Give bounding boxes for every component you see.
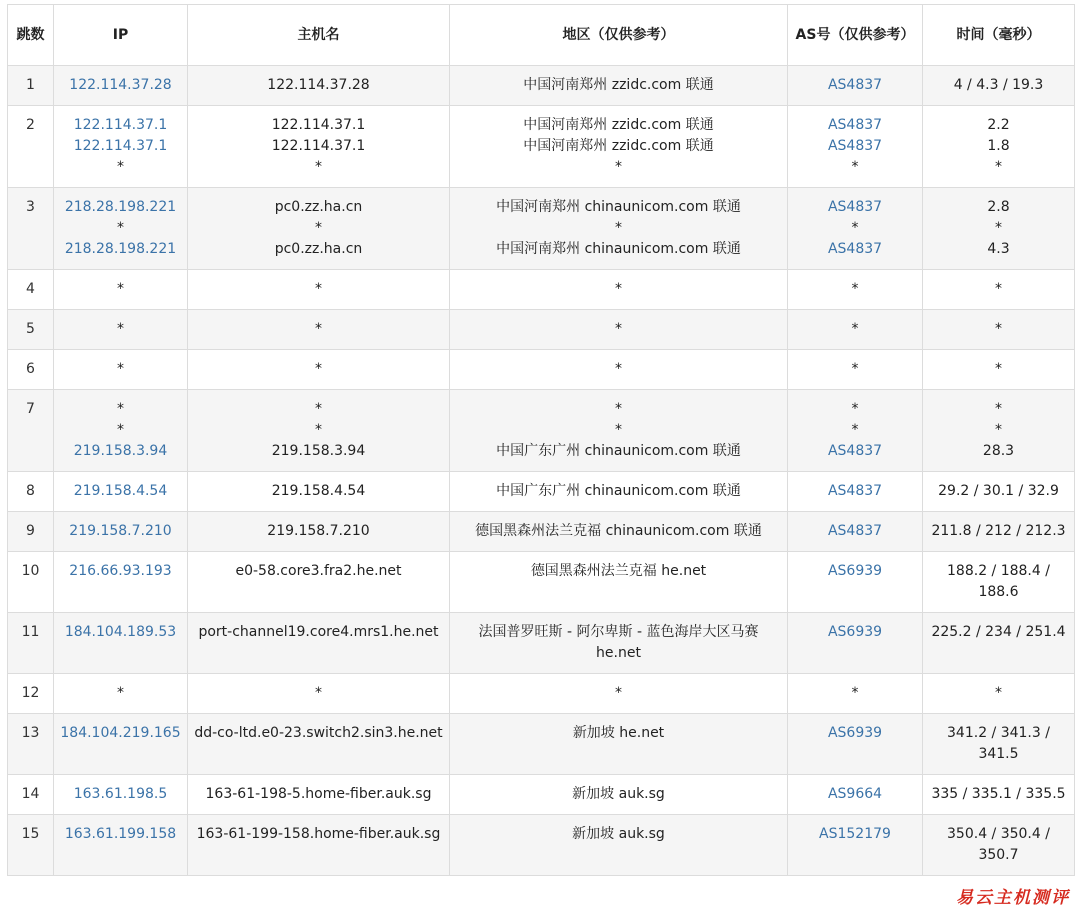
table-row xyxy=(8,390,1075,472)
region-text: 新加坡 auk.sg xyxy=(572,826,665,842)
host-text: * xyxy=(315,401,322,417)
hop-number: 13 xyxy=(8,714,54,775)
host-text: 219.158.3.94 xyxy=(271,443,366,459)
time-cell xyxy=(923,512,1075,552)
ip-cell xyxy=(54,714,188,775)
time-cell xyxy=(923,674,1075,714)
ip-link[interactable]: 218.28.198.221 xyxy=(64,241,177,257)
region-cell xyxy=(450,390,788,472)
table-row xyxy=(8,350,1075,390)
as-link[interactable]: AS9664 xyxy=(827,786,883,802)
time-text: * xyxy=(995,281,1002,297)
region-cell xyxy=(450,66,788,106)
header-host: 主机名 xyxy=(188,5,450,66)
time-text: 335 / 335.1 / 335.5 xyxy=(931,786,1066,802)
ip-text: * xyxy=(117,685,124,701)
time-text: * xyxy=(995,321,1002,337)
hop-number: 15 xyxy=(8,815,54,876)
host-cell xyxy=(188,66,450,106)
as-link[interactable]: AS4837 xyxy=(827,138,883,154)
time-text: 4.3 xyxy=(987,241,1010,257)
region-text: 新加坡 he.net xyxy=(572,725,665,741)
region-text: * xyxy=(615,685,622,701)
as-cell xyxy=(788,552,923,613)
ip-link[interactable]: 122.114.37.1 xyxy=(73,138,168,154)
as-link[interactable]: AS4837 xyxy=(827,199,883,215)
time-text: 211.8 / 212 / 212.3 xyxy=(931,523,1066,539)
host-cell xyxy=(188,472,450,512)
ip-link[interactable]: 219.158.4.54 xyxy=(73,483,168,499)
region-text: * xyxy=(615,361,622,377)
table-row xyxy=(8,552,1075,613)
host-text: port-channel19.core4.mrs1.he.net xyxy=(198,624,439,640)
time-cell xyxy=(923,310,1075,350)
time-text: 188.2 / 188.4 / 188.6 xyxy=(947,563,1050,600)
as-text: * xyxy=(851,422,859,438)
host-text: 163-61-199-158.home-fiber.auk.sg xyxy=(196,826,441,842)
region-text: 新加坡 auk.sg xyxy=(572,786,665,802)
table-row xyxy=(8,106,1075,188)
host-text: * xyxy=(315,281,322,297)
ip-text: * xyxy=(117,401,124,417)
as-cell xyxy=(788,390,923,472)
region-cell xyxy=(450,472,788,512)
header-time: 时间（毫秒） xyxy=(923,5,1075,66)
hop-number: 6 xyxy=(8,350,54,390)
as-link[interactable]: AS6939 xyxy=(827,563,883,579)
ip-link[interactable]: 216.66.93.193 xyxy=(69,563,172,579)
ip-cell xyxy=(54,512,188,552)
host-cell xyxy=(188,714,450,775)
as-cell xyxy=(788,188,923,270)
region-cell xyxy=(450,714,788,775)
table-row xyxy=(8,512,1075,552)
host-text: 163-61-198-5.home-fiber.auk.sg xyxy=(205,786,432,802)
as-text: * xyxy=(851,685,859,701)
host-cell xyxy=(188,350,450,390)
as-link[interactable]: AS152179 xyxy=(819,826,891,842)
region-cell xyxy=(450,350,788,390)
ip-text: * xyxy=(117,281,124,297)
region-text: 德国黑森州法兰克福 he.net xyxy=(530,563,707,579)
time-cell xyxy=(923,714,1075,775)
as-link[interactable]: AS4837 xyxy=(827,117,883,133)
as-text: * xyxy=(851,159,859,175)
as-cell xyxy=(788,270,923,310)
as-link[interactable]: AS4837 xyxy=(827,483,883,499)
region-cell xyxy=(450,310,788,350)
host-text: pc0.zz.ha.cn xyxy=(274,241,363,257)
ip-cell xyxy=(54,390,188,472)
host-text: e0-58.core3.fra2.he.net xyxy=(235,563,402,579)
time-text: 341.2 / 341.3 / 341.5 xyxy=(947,725,1050,762)
time-cell xyxy=(923,390,1075,472)
time-text: 225.2 / 234 / 251.4 xyxy=(931,624,1066,640)
time-text: * xyxy=(995,220,1002,236)
ip-cell xyxy=(54,270,188,310)
hop-number: 14 xyxy=(8,775,54,815)
table-row xyxy=(8,66,1075,106)
host-cell xyxy=(188,106,450,188)
host-cell xyxy=(188,512,450,552)
table-row xyxy=(8,472,1075,512)
region-text: 中国广东广州 chinaunicom.com 联通 xyxy=(496,483,741,499)
ip-link[interactable]: 219.158.3.94 xyxy=(73,443,168,459)
region-text: * xyxy=(615,281,622,297)
region-cell xyxy=(450,512,788,552)
ip-link[interactable]: 122.114.37.1 xyxy=(73,117,168,133)
header-as: AS号（仅供参考） xyxy=(788,5,923,66)
ip-text: * xyxy=(117,321,124,337)
table-row xyxy=(8,613,1075,674)
ip-link[interactable]: 218.28.198.221 xyxy=(64,199,177,215)
ip-cell xyxy=(54,613,188,674)
host-cell xyxy=(188,390,450,472)
region-text: 中国河南郑州 zzidc.com 联通 xyxy=(523,117,714,133)
region-text: * xyxy=(615,159,622,175)
time-text: 2.2 xyxy=(987,117,1010,133)
hop-number: 5 xyxy=(8,310,54,350)
time-text: * xyxy=(995,159,1002,175)
hop-number: 2 xyxy=(8,106,54,188)
time-text: 28.3 xyxy=(982,443,1015,459)
as-text: * xyxy=(851,401,859,417)
hop-number: 8 xyxy=(8,472,54,512)
as-link[interactable]: AS6939 xyxy=(827,624,883,640)
region-cell xyxy=(450,815,788,876)
ip-cell xyxy=(54,106,188,188)
time-text: 1.8 xyxy=(987,138,1010,154)
time-cell xyxy=(923,552,1075,613)
hop-number: 9 xyxy=(8,512,54,552)
host-text: dd-co-ltd.e0-23.switch2.sin3.he.net xyxy=(194,725,443,741)
hop-number: 3 xyxy=(8,188,54,270)
as-link[interactable]: AS4837 xyxy=(827,77,883,93)
watermark: 易云主机测评 xyxy=(956,888,1070,908)
table-header-row xyxy=(8,5,1075,66)
ip-text: * xyxy=(117,159,124,175)
ip-link[interactable]: 184.104.189.53 xyxy=(64,624,177,640)
as-cell xyxy=(788,310,923,350)
region-text: * xyxy=(615,220,622,236)
time-cell xyxy=(923,775,1075,815)
header-ip: IP xyxy=(54,5,188,66)
ip-cell xyxy=(54,350,188,390)
region-text: 中国河南郑州 zzidc.com 联通 xyxy=(523,77,714,93)
ip-cell xyxy=(54,188,188,270)
traceroute-table xyxy=(7,4,1075,876)
region-text: * xyxy=(615,401,622,417)
host-cell xyxy=(188,310,450,350)
host-cell xyxy=(188,674,450,714)
as-text: * xyxy=(851,361,859,377)
region-text: 中国广东广州 chinaunicom.com 联通 xyxy=(496,443,741,459)
host-text: * xyxy=(315,361,322,377)
time-cell xyxy=(923,188,1075,270)
ip-text: * xyxy=(117,422,124,438)
as-text: * xyxy=(851,281,859,297)
as-text: * xyxy=(851,220,859,236)
time-text: 2.8 xyxy=(987,199,1010,215)
ip-text: * xyxy=(117,361,124,377)
ip-link[interactable]: 219.158.7.210 xyxy=(69,523,172,539)
ip-link[interactable]: 122.114.37.28 xyxy=(69,77,172,93)
host-text: 122.114.37.1 xyxy=(271,138,366,154)
table-row xyxy=(8,310,1075,350)
region-text: 中国河南郑州 chinaunicom.com 联通 xyxy=(496,241,741,257)
time-text: * xyxy=(995,422,1002,438)
time-cell xyxy=(923,472,1075,512)
host-cell xyxy=(188,613,450,674)
time-text: * xyxy=(995,401,1002,417)
as-cell xyxy=(788,106,923,188)
time-cell xyxy=(923,350,1075,390)
as-text: * xyxy=(851,321,859,337)
as-cell xyxy=(788,815,923,876)
time-cell xyxy=(923,613,1075,674)
ip-cell xyxy=(54,674,188,714)
ip-link[interactable]: 163.61.198.5 xyxy=(73,786,168,802)
as-cell xyxy=(788,674,923,714)
host-text: 219.158.7.210 xyxy=(267,523,370,539)
host-cell xyxy=(188,188,450,270)
hop-number: 7 xyxy=(8,390,54,472)
ip-cell xyxy=(54,815,188,876)
table-row xyxy=(8,815,1075,876)
host-cell xyxy=(188,552,450,613)
region-cell xyxy=(450,613,788,674)
region-text: 中国河南郑州 chinaunicom.com 联通 xyxy=(496,199,741,215)
as-cell xyxy=(788,512,923,552)
hop-number: 12 xyxy=(8,674,54,714)
hop-number: 1 xyxy=(8,66,54,106)
host-cell xyxy=(188,775,450,815)
time-cell xyxy=(923,270,1075,310)
as-link[interactable]: AS4837 xyxy=(827,523,883,539)
region-cell xyxy=(450,552,788,613)
header-region: 地区（仅供参考） xyxy=(450,5,788,66)
hop-number: 11 xyxy=(8,613,54,674)
table-row xyxy=(8,775,1075,815)
host-text: 219.158.4.54 xyxy=(271,483,366,499)
header-hop: 跳数 xyxy=(8,5,54,66)
as-cell xyxy=(788,775,923,815)
time-cell xyxy=(923,815,1075,876)
table-body xyxy=(8,66,1075,876)
ip-link[interactable]: 184.104.219.165 xyxy=(60,725,181,741)
ip-text: * xyxy=(117,220,124,236)
table-row xyxy=(8,188,1075,270)
host-text: * xyxy=(315,321,322,337)
host-cell xyxy=(188,270,450,310)
region-cell xyxy=(450,270,788,310)
hop-number: 4 xyxy=(8,270,54,310)
host-text: 122.114.37.28 xyxy=(267,77,370,93)
region-text: 中国河南郑州 zzidc.com 联通 xyxy=(523,138,714,154)
host-text: 122.114.37.1 xyxy=(271,117,366,133)
time-cell xyxy=(923,106,1075,188)
hop-number: 10 xyxy=(8,552,54,613)
host-cell xyxy=(188,815,450,876)
host-text: * xyxy=(315,422,322,438)
as-cell xyxy=(788,350,923,390)
table-row xyxy=(8,674,1075,714)
ip-cell xyxy=(54,775,188,815)
ip-cell xyxy=(54,66,188,106)
time-text: 4 / 4.3 / 19.3 xyxy=(953,77,1044,93)
as-cell xyxy=(788,472,923,512)
time-text: * xyxy=(995,361,1002,377)
table-row xyxy=(8,270,1075,310)
region-text: * xyxy=(615,321,622,337)
host-text: * xyxy=(315,685,322,701)
as-cell xyxy=(788,613,923,674)
host-text: pc0.zz.ha.cn xyxy=(274,199,363,215)
ip-link[interactable]: 163.61.199.158 xyxy=(64,826,177,842)
region-text: * xyxy=(615,422,622,438)
region-text: 法国普罗旺斯 - 阿尔卑斯 - 蓝色海岸大区马赛 he.net xyxy=(478,624,759,661)
region-cell xyxy=(450,188,788,270)
time-text: * xyxy=(995,685,1002,701)
as-cell xyxy=(788,714,923,775)
as-cell xyxy=(788,66,923,106)
table-row xyxy=(8,714,1075,775)
time-text: 29.2 / 30.1 / 32.9 xyxy=(938,483,1059,499)
time-cell xyxy=(923,66,1075,106)
host-text: * xyxy=(315,159,322,175)
as-link[interactable]: AS6939 xyxy=(827,725,883,741)
region-cell xyxy=(450,674,788,714)
region-cell xyxy=(450,106,788,188)
ip-cell xyxy=(54,310,188,350)
ip-cell xyxy=(54,552,188,613)
as-link[interactable]: AS4837 xyxy=(827,241,883,257)
as-link[interactable]: AS4837 xyxy=(827,443,883,459)
ip-cell xyxy=(54,472,188,512)
time-text: 350.4 / 350.4 / 350.7 xyxy=(947,826,1050,863)
host-text: * xyxy=(315,220,322,236)
region-cell xyxy=(450,775,788,815)
region-text: 德国黑森州法兰克福 chinaunicom.com 联通 xyxy=(475,523,762,539)
